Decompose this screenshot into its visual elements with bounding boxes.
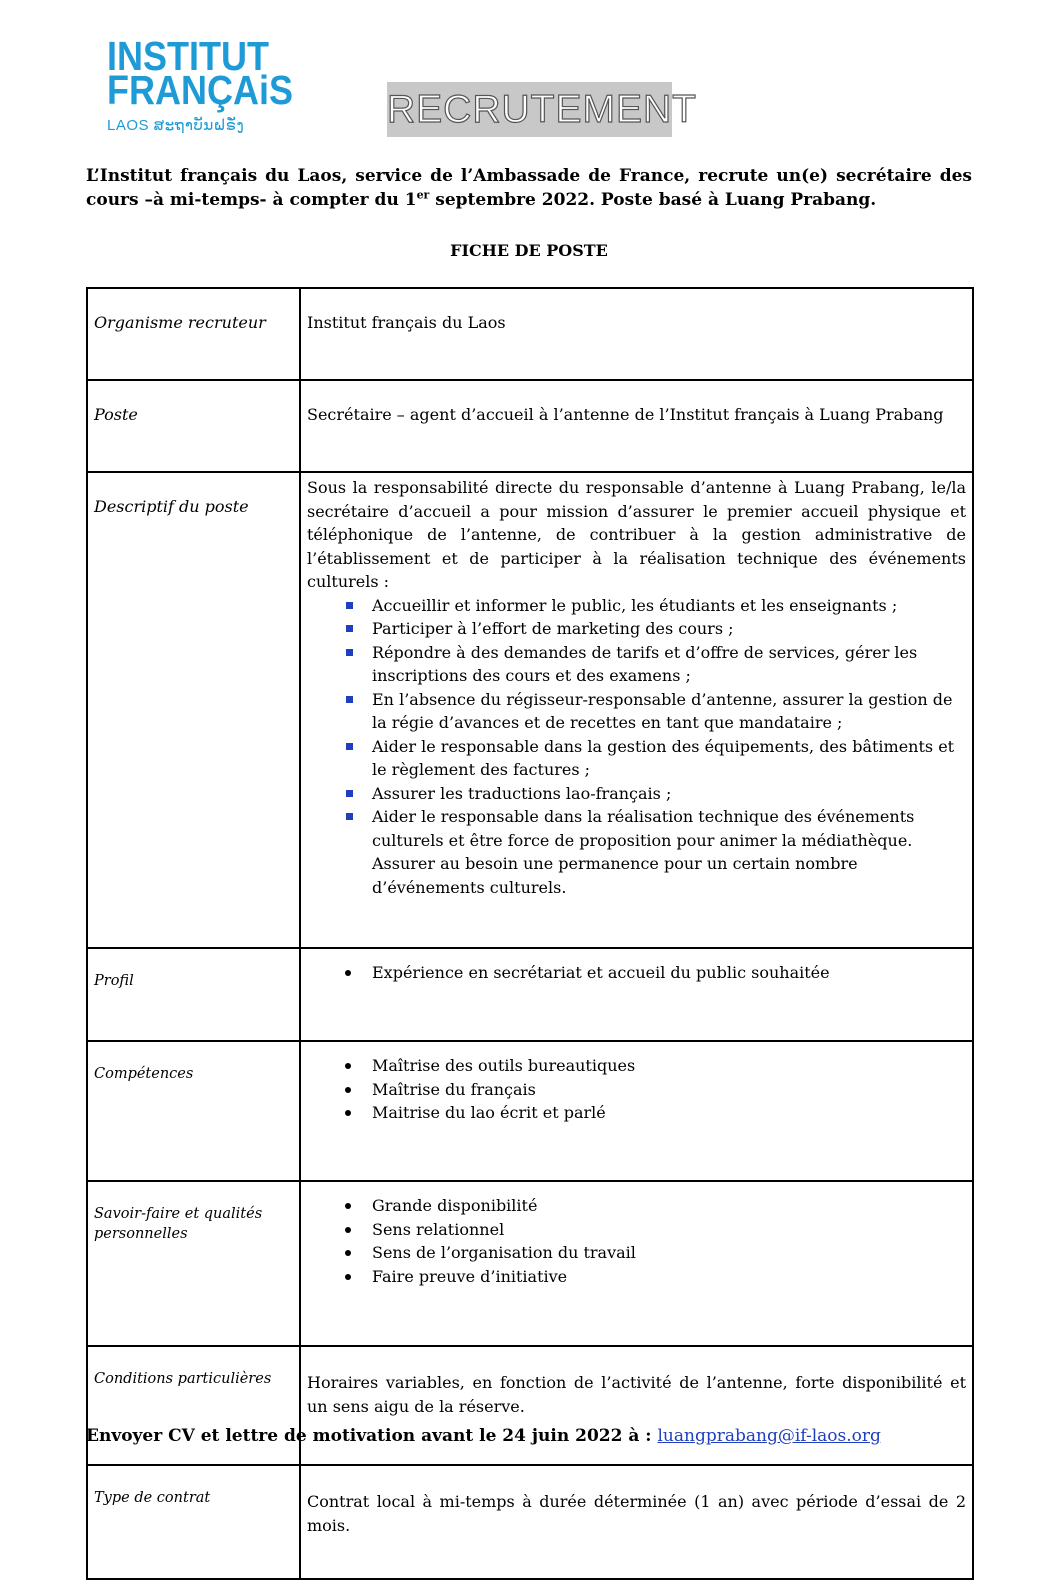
label-savoir-faire: Savoir-faire et qualités personnelles (87, 1181, 300, 1346)
row-organisme (87, 288, 973, 380)
fiche-title: FICHE DE POSTE (450, 241, 608, 260)
label-organisme: Organisme recruteur (87, 288, 300, 380)
job-table (86, 287, 974, 1580)
logo-line-2: FRANÇAiS (107, 67, 293, 114)
logo-line-1: INSTITUT (107, 33, 269, 80)
value-competences (300, 1041, 973, 1181)
email-link[interactable]: luangprabang@if-laos.org (657, 1426, 881, 1446)
list-item: Accueillir et informer le public, les étudiants et les enseignants ; (372, 594, 966, 618)
descriptif-text: Sous la responsabilité directe du responsable d’antenne à Luang Prabang, le/la secrétaire d’accueil a pour mission d’assurer le premier accueil physique et téléphonique de l’antenne, de contribuer à la gestion administrative de l’établissement et de participer à la réalisation technique des événements culturels : (307, 478, 966, 591)
descriptif-list (307, 594, 966, 900)
recrutement-banner (387, 82, 697, 137)
institut-francais-logo (107, 33, 293, 134)
intro-part-2: septembre 2022. Poste basé à Luang Prabang. (429, 190, 877, 210)
row-conditions (87, 1346, 973, 1465)
value-profil (300, 948, 973, 1041)
conditions-text: Horaires variables, en fonction de l’activité de l’antenne, forte disponibilité et un sens aigu de la réserve. (307, 1373, 966, 1416)
logo-subtitle: LAOS ສະຖາບັນຝຣັ່ງ (107, 117, 245, 134)
row-poste (87, 380, 973, 472)
contrat-text: Contrat local à mi-temps à durée déterminée (1 an) avec période d’essai de 2 mois. (307, 1492, 966, 1535)
list-item: Sens relationnel (372, 1218, 966, 1242)
list-item: Assurer les traductions lao-français ; (372, 782, 966, 806)
list-item: Sens de l’organisation du travail (372, 1241, 966, 1265)
list-item: Expérience en secrétariat et accueil du public souhaitée (372, 961, 966, 985)
value-poste: Secrétaire – agent d’accueil à l’antenne de l’Institut français à Luang Prabang (300, 380, 973, 472)
label-descriptif: Descriptif du poste (87, 472, 300, 948)
list-item: Maîtrise du français (372, 1078, 966, 1102)
row-competences (87, 1041, 973, 1181)
value-conditions (300, 1346, 973, 1465)
footer-instructions (86, 1426, 986, 1446)
competences-list (307, 1054, 966, 1125)
value-contrat (300, 1465, 973, 1579)
label-poste: Poste (87, 380, 300, 472)
list-item: Participer à l’effort de marketing des cours ; (372, 617, 966, 641)
intro-part-1: L’Institut français du Laos, service de l’Ambassade de France, recrute un(e) secrétaire des cours –à mi-temps- à compter du 1 (86, 166, 972, 210)
value-savoir-faire (300, 1181, 973, 1346)
list-item: Faire preuve d’initiative (372, 1265, 966, 1289)
banner-text: RECRUTEMENT (387, 88, 697, 131)
list-item: En l’absence du régisseur-responsable d’antenne, assurer la gestion de la régie d’avances et de recettes en tant que mandataire ; (372, 688, 966, 735)
label-profil: Profil (87, 948, 300, 1041)
row-profil (87, 948, 973, 1041)
row-savoir-faire (87, 1181, 973, 1346)
row-descriptif (87, 472, 973, 948)
list-item: Maitrise du lao écrit et parlé (372, 1101, 966, 1125)
list-item: Maîtrise des outils bureautiques (372, 1054, 966, 1078)
list-item: Aider le responsable dans la gestion des équipements, des bâtiments et le règlement des factures ; (372, 735, 966, 782)
label-competences: Compétences (87, 1041, 300, 1181)
intro-superscript: er (416, 188, 430, 202)
savoir-faire-list (307, 1194, 966, 1288)
list-item: Aider le responsable dans la réalisation technique des événements culturels et être force de proposition pour animer la médiathèque. Assurer au besoin une permanence pour un certain nombre d’événements culturels. (372, 805, 966, 899)
list-item: Répondre à des demandes de tarifs et d’offre de services, gérer les inscriptions des cours et des examens ; (372, 641, 966, 688)
footer-text: Envoyer CV et lettre de motivation avant le 24 juin 2022 à : (86, 1426, 658, 1446)
value-organisme: Institut français du Laos (300, 288, 973, 380)
value-descriptif (300, 472, 973, 948)
profil-list (307, 961, 966, 985)
label-conditions: Conditions particulières (87, 1346, 300, 1465)
intro-paragraph (86, 164, 972, 212)
label-contrat: Type de contrat (87, 1465, 300, 1579)
row-contrat (87, 1465, 973, 1579)
list-item: Grande disponibilité (372, 1194, 966, 1218)
